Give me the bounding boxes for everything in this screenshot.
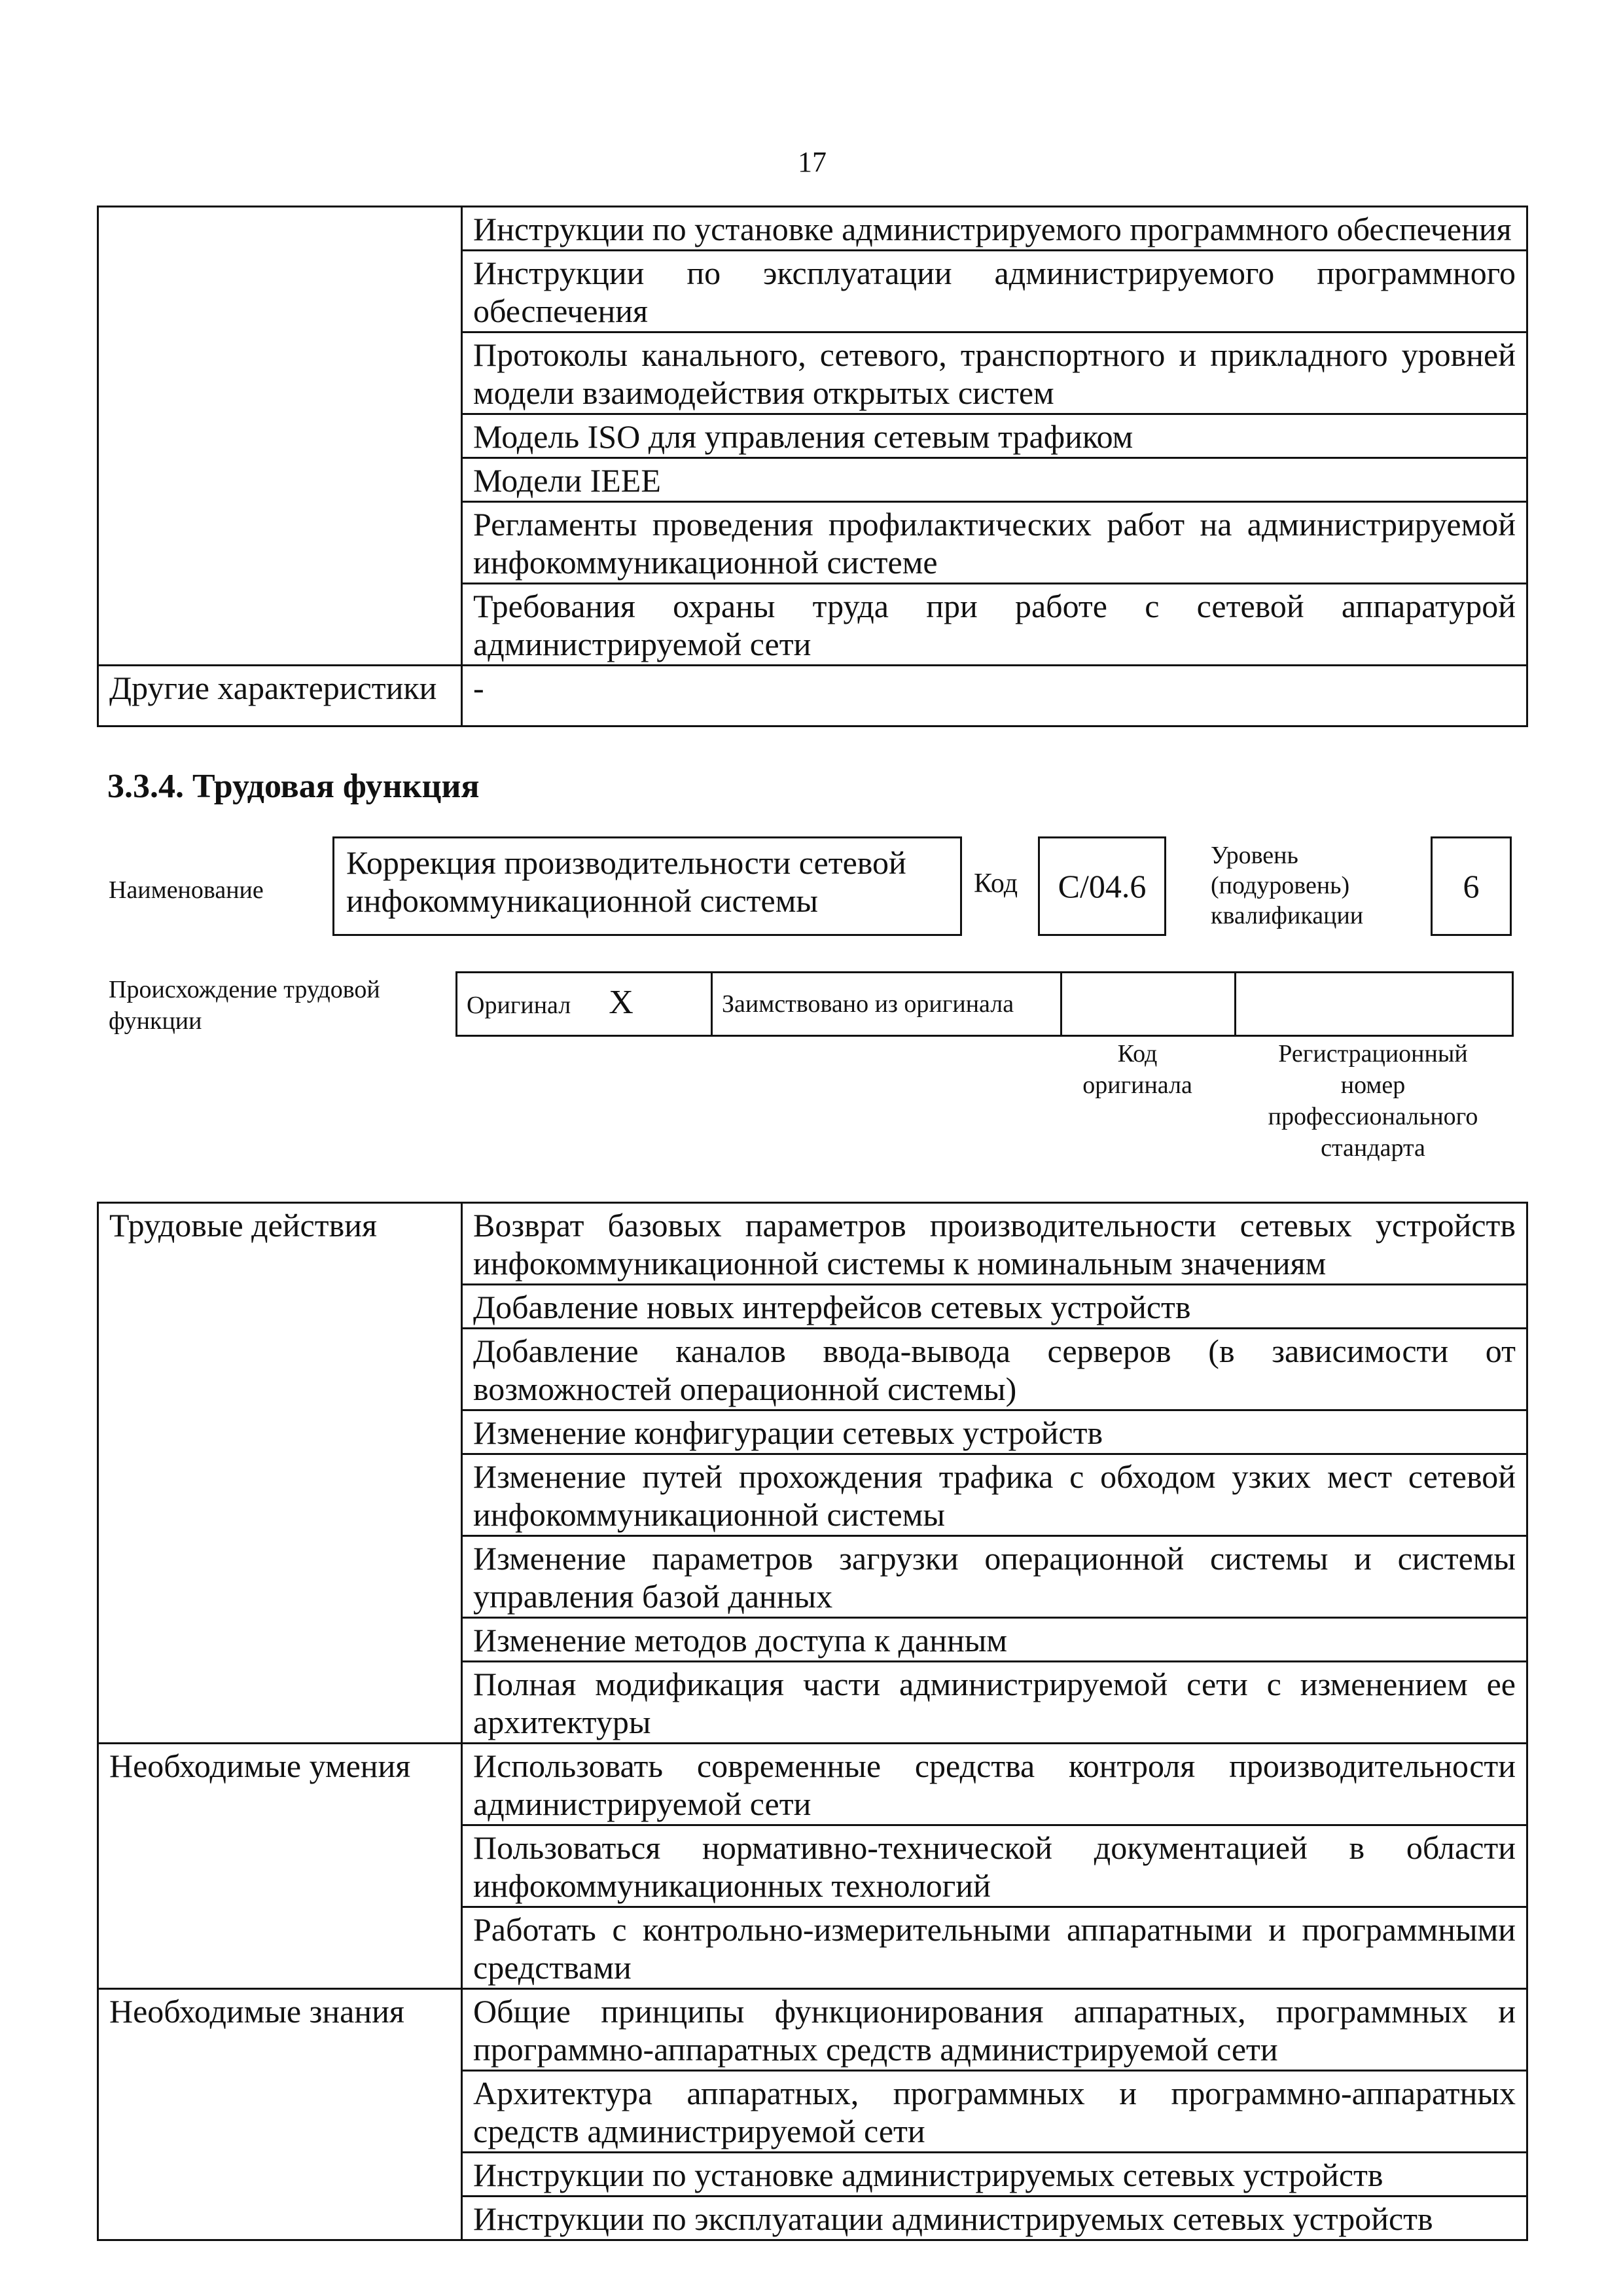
knowledge-item: Инструкции по эксплуатации администрируемых сетевых устройств [462, 2197, 1527, 2240]
caption-line: оригинала [1082, 1071, 1192, 1099]
labor-action-item: Добавление новых интерфейсов сетевых устройств [462, 1285, 1527, 1329]
function-name-field: Коррекция производительности сетевой инфокоммуникационной системы [332, 836, 962, 936]
labor-action-item: Добавление каналов ввода-вывода серверов (в зависимости от возможностей операционной системы) [462, 1329, 1527, 1410]
original-label: Оригинал [467, 992, 571, 1019]
required-skills-label: Необходимые умения [98, 1744, 462, 1989]
labor-action-item: Полная модификация части администрируемой сети с изменением ее архитектуры [462, 1662, 1527, 1744]
level-label-line: (подуровень) [1211, 872, 1350, 899]
code-label: Код [974, 869, 1018, 899]
skill-item: Работать с контрольно-измерительными аппаратными и программными средствами [462, 1907, 1527, 1989]
other-characteristics-label: Другие характеристики [98, 666, 462, 726]
original-code-cell [1061, 973, 1236, 1036]
empty-label-cell [98, 207, 462, 666]
skill-item: Использовать современные средства контроля производительности администрируемой сети [462, 1744, 1527, 1825]
labor-action-item: Возврат базовых параметров производительности сетевых устройств инфокоммуникационной системы к номинальным значениям [462, 1203, 1527, 1285]
original-mark: X [609, 984, 633, 1021]
caption-line: Код [1117, 1040, 1158, 1067]
labor-function-table [97, 1202, 1528, 2241]
labor-action-item: Изменение методов доступа к данным [462, 1618, 1527, 1662]
knowledge-item: Архитектура аппаратных, программных и программно-аппаратных средств администрируемой сети [462, 2071, 1527, 2153]
caption-line: стандарта [1321, 1134, 1425, 1162]
knowledge-item: Инструкции по эксплуатации администрируемого программного обеспечения [462, 251, 1527, 332]
page-number: 17 [798, 146, 827, 178]
caption-line: профессионального [1268, 1103, 1478, 1130]
level-label-line: квалификации [1211, 902, 1364, 929]
labor-action-item: Изменение путей прохождения трафика с обходом узких мест сетевой инфокоммуникационной системы [462, 1454, 1527, 1536]
knowledge-item: Инструкции по установке администрируемого программного обеспечения [462, 207, 1527, 251]
original-cell [457, 973, 712, 1036]
level-label-line: Уровень [1211, 842, 1298, 869]
labor-action-item: Изменение параметров загрузки операционной системы и системы управления базой данных [462, 1536, 1527, 1618]
table-row [98, 1203, 1527, 1285]
other-characteristics-value: - [462, 666, 1527, 726]
knowledge-item: Модели IEEE [462, 458, 1527, 502]
qualification-level-label [1211, 840, 1363, 931]
labor-action-item: Изменение конфигурации сетевых устройств [462, 1410, 1527, 1454]
table-row [98, 1744, 1527, 1825]
knowledge-item: Регламенты проведения профилактических работ на администрируемой инфокоммуникационной системе [462, 502, 1527, 584]
section-heading: 3.3.4. Трудовая функция [107, 768, 480, 805]
required-knowledge-label: Необходимые знания [98, 1989, 462, 2240]
registration-number-cell [1236, 973, 1513, 1036]
caption-line: номер [1340, 1071, 1406, 1099]
original-code-caption [1059, 1038, 1216, 1101]
labor-actions-label: Трудовые действия [98, 1203, 462, 1744]
table-row [98, 1989, 1527, 2071]
origin-label-line: Происхождение трудовой [109, 976, 380, 1003]
knowledge-item: Протоколы канального, сетевого, транспортного и прикладного уровней модели взаимодействия открытых систем [462, 332, 1527, 414]
borrowed-label: Заимствовано из оригинала [712, 973, 1061, 1036]
name-label: Наименование [109, 876, 264, 904]
knowledge-item: Инструкции по установке администрируемых сетевых устройств [462, 2153, 1527, 2197]
table-row [98, 207, 1527, 251]
origin-label [109, 974, 380, 1037]
knowledge-item: Модель ISO для управления сетевым трафиком [462, 414, 1527, 458]
registration-number-caption [1236, 1038, 1510, 1164]
table-row [457, 973, 1513, 1036]
function-code-field: C/04.6 [1038, 836, 1166, 936]
skill-item: Пользоваться нормативно-технической документацией в области инфокоммуникационных технологий [462, 1825, 1527, 1907]
origin-table [455, 971, 1514, 1037]
knowledge-item: Требования охраны труда при работе с сетевой аппаратурой администрируемой сети [462, 584, 1527, 666]
knowledge-item: Общие принципы функционирования аппаратных, программных и программно-аппаратных средств администрируемой сети [462, 1989, 1527, 2071]
origin-label-line: функции [109, 1007, 202, 1035]
table-row [98, 666, 1527, 726]
knowledge-continuation-table [97, 206, 1528, 727]
caption-line: Регистрационный [1278, 1040, 1468, 1067]
qualification-level-field: 6 [1431, 836, 1512, 936]
